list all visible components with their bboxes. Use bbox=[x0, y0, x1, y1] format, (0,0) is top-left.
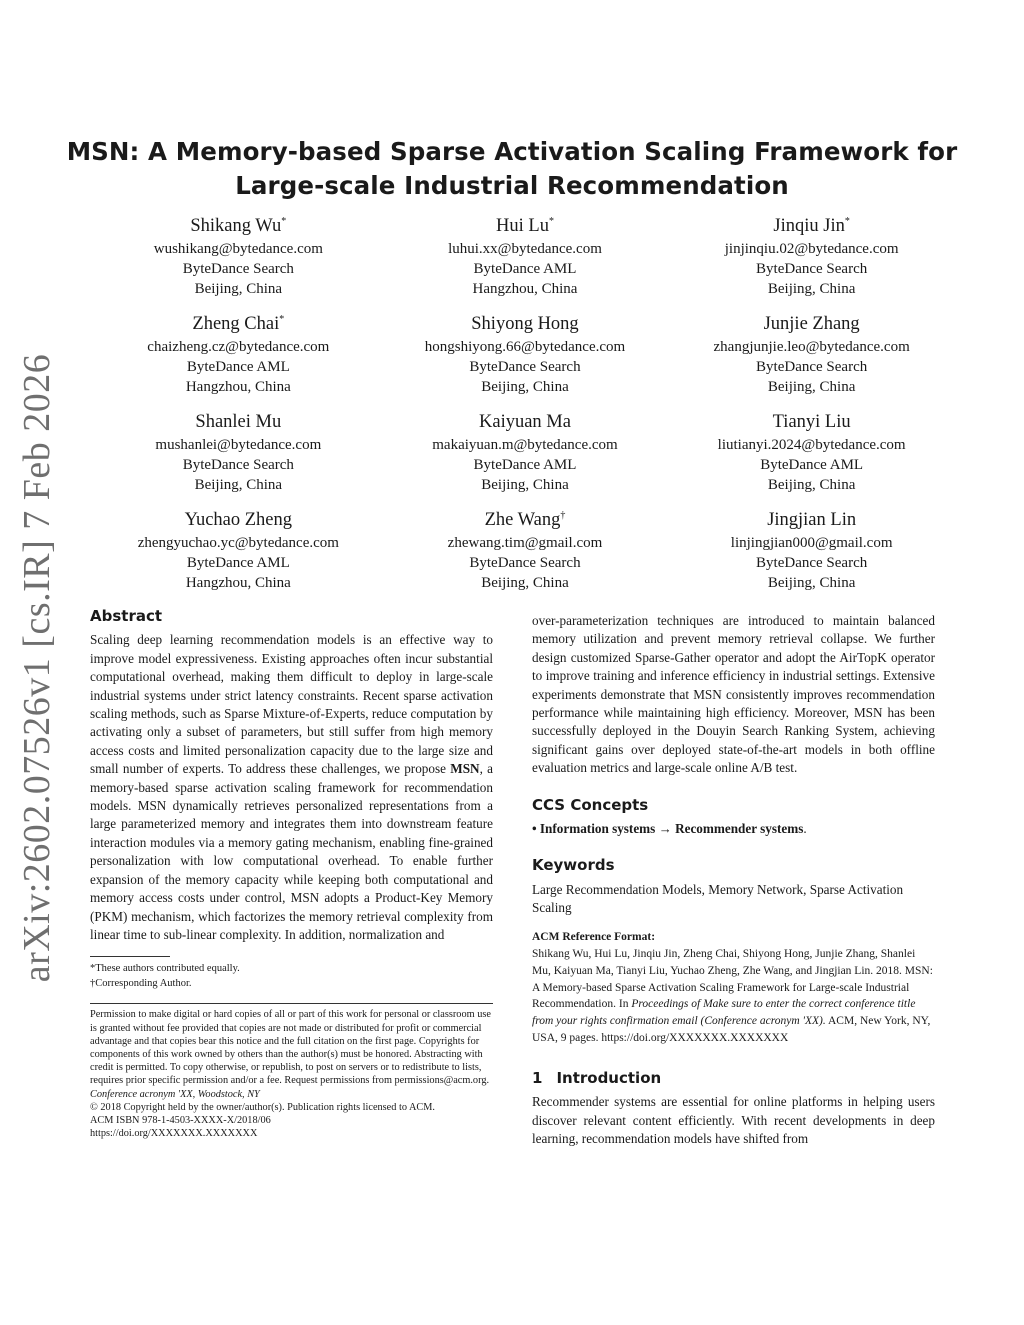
author-name bbox=[382, 410, 669, 434]
author-affiliation: ByteDance Search bbox=[756, 359, 868, 375]
author-name-text: Shanlei Mu bbox=[195, 412, 282, 432]
author-name bbox=[668, 214, 955, 238]
author-name-text: Jinqiu Jin bbox=[773, 216, 845, 236]
author bbox=[382, 508, 669, 606]
author-email: liutianyi.2024@bytedance.com bbox=[717, 437, 906, 453]
author-name bbox=[668, 410, 955, 434]
footnote-rule bbox=[90, 956, 170, 957]
author-affiliation: ByteDance AML bbox=[186, 555, 290, 571]
permission-block bbox=[90, 1008, 493, 1140]
footnote-corresponding: †Corresponding Author. bbox=[90, 978, 192, 990]
author bbox=[382, 214, 669, 312]
author bbox=[95, 410, 382, 508]
author-location: Beijing, China bbox=[767, 281, 856, 297]
author-email: mushanlei@bytedance.com bbox=[155, 437, 322, 453]
author bbox=[382, 410, 669, 508]
author-name bbox=[382, 508, 669, 532]
author-affiliation: ByteDance Search bbox=[469, 359, 581, 375]
author-location: Beijing, China bbox=[194, 281, 283, 297]
permission-rule bbox=[90, 1003, 493, 1004]
author-affiliation: ByteDance AML bbox=[760, 457, 864, 473]
author-email: chaizheng.cz@bytedance.com bbox=[147, 339, 330, 355]
author-email: luhui.xx@bytedance.com bbox=[448, 241, 602, 257]
conference-line: Conference acronym 'XX, Woodstock, NY bbox=[90, 1088, 260, 1100]
author-name bbox=[95, 508, 382, 532]
author-location: Beijing, China bbox=[481, 477, 569, 493]
author-name bbox=[95, 214, 382, 238]
author-name bbox=[95, 410, 382, 434]
author-location: Beijing, China bbox=[194, 477, 283, 493]
author-location: Hangzhou, China bbox=[472, 281, 578, 297]
paper-title bbox=[60, 135, 964, 203]
doi-line: https://doi.org/XXXXXXX.XXXXXXX bbox=[90, 1128, 258, 1140]
author-email: jinjinqiu.02@bytedance.com bbox=[724, 241, 899, 257]
author bbox=[95, 214, 382, 312]
copyright-line: © 2018 Copyright held by the owner/author(s). Publication rights licensed to ACM. bbox=[90, 1101, 436, 1113]
author-email: linjingjian000@gmail.com bbox=[730, 535, 893, 551]
author-location: Beijing, China bbox=[767, 575, 856, 591]
author-location: Hangzhou, China bbox=[185, 379, 291, 395]
title-line-1: MSN: A Memory-based Sparse Activation Scaling Framework for bbox=[66, 137, 958, 166]
author-email: makaiyuan.m@bytedance.com bbox=[432, 437, 618, 453]
author-name bbox=[668, 508, 955, 532]
author-name-text: Jingjian Lin bbox=[767, 510, 857, 530]
permission-text: Permission to make digital or hard copies of all or part of this work for personal or classroom use is granted without fee provided that copies are not made or distributed for profit or commercial advantage and that copies bear this notice and the full citation on the first page. Copyrights for components of this work owned by others than the author(s) must be honored. Abstracting with credit is permitted. To copy otherwise, or republish, to post on servers or to redistribute to lists, requires prior specific permission and/or a fee. Request permissions from permissions@acm.org. bbox=[90, 1009, 491, 1087]
author-name bbox=[382, 312, 669, 336]
abstract-heading: Abstract bbox=[90, 607, 163, 625]
author-name bbox=[382, 214, 669, 238]
author bbox=[668, 312, 955, 410]
author-row bbox=[95, 508, 955, 606]
author-email: zhengyuchao.yc@bytedance.com bbox=[137, 535, 339, 551]
author-location: Hangzhou, China bbox=[185, 575, 291, 591]
abstract-continued: over-parameterization techniques are introduced to maintain balanced memory utilization and prevent memory retrieval collapse. We further design customized Sparse-Gather operator and adopt the AirTopK operator to improve training and inference efficiency in industrial settings. Extensive experiments demonstrate that MSN consistently improves recommendation performance while maintaining high efficiency. Moreover, MSN has been successfully deployed in the Douyin Search Ranking System, achieving significant gains over deployed state-of-the-art models in both offline evaluation metrics and large-scale online A/B test. bbox=[532, 613, 935, 776]
author-name-text: Yuchao Zheng bbox=[184, 510, 293, 530]
author-block bbox=[95, 214, 955, 606]
introduction-heading: 1 Introduction bbox=[532, 1068, 662, 1087]
author-name-text: Kaiyuan Ma bbox=[479, 412, 571, 432]
author bbox=[95, 312, 382, 410]
keywords-text: Large Recommendation Models, Memory Network, Sparse Activation Scaling bbox=[532, 881, 904, 916]
acm-reference-heading: ACM Reference Format: bbox=[532, 930, 656, 943]
author-affiliation: ByteDance Search bbox=[182, 261, 294, 277]
isbn-line: ACM ISBN 978-1-4503-XXXX-X/2018/06 bbox=[90, 1114, 271, 1126]
author-affiliation: ByteDance Search bbox=[756, 555, 868, 571]
title-line-2: Large-scale Industrial Recommendation bbox=[235, 171, 789, 200]
author-email: wushikang@bytedance.com bbox=[153, 241, 323, 257]
author-affiliation: ByteDance AML bbox=[186, 359, 290, 375]
section-number: 1 bbox=[532, 1068, 543, 1087]
author-name-text: Shiyong Hong bbox=[471, 314, 579, 334]
author-mark: † bbox=[560, 509, 566, 521]
author-affiliation: ByteDance Search bbox=[182, 457, 294, 473]
author-affiliation: ByteDance Search bbox=[756, 261, 868, 277]
author-mark: * bbox=[844, 215, 850, 227]
author bbox=[668, 410, 955, 508]
author bbox=[668, 508, 955, 606]
author-email: hongshiyong.66@bytedance.com bbox=[424, 339, 626, 355]
introduction-text: Recommender systems are essential for online platforms in helping users discover relevant content efficiently. With recent developments in deep learning, recommendation models have shifted from bbox=[532, 1094, 935, 1147]
author-affiliation: ByteDance Search bbox=[469, 555, 581, 571]
acm-reference-italic: Proceedings of Make sure to enter the correct conference title from your rights confirmation email (Conference acronym 'XX). bbox=[532, 998, 916, 1028]
author-mark: * bbox=[279, 313, 285, 325]
arxiv-stamp: arXiv:2602.07526v1 [cs.IR] 7 Feb 2026 bbox=[16, 353, 58, 983]
ccs-item: • Information systems → Recommender systems. bbox=[532, 821, 807, 837]
author-row bbox=[95, 312, 955, 410]
author bbox=[382, 312, 669, 410]
author-location: Beijing, China bbox=[481, 575, 569, 591]
author bbox=[668, 214, 955, 312]
author-location: Beijing, China bbox=[481, 379, 569, 395]
author-row bbox=[95, 410, 955, 508]
author-name-text: Tianyi Liu bbox=[772, 412, 851, 432]
author bbox=[95, 508, 382, 606]
left-column bbox=[90, 607, 493, 1140]
author-name bbox=[668, 312, 955, 336]
author-row bbox=[95, 214, 955, 312]
author-name bbox=[95, 312, 382, 336]
author-location: Beijing, China bbox=[767, 379, 856, 395]
author-affiliation: ByteDance AML bbox=[473, 261, 577, 277]
author-email: zhewang.tim@gmail.com bbox=[447, 535, 603, 551]
acm-reference-text: Shikang Wu, Hui Lu, Jinqiu Jin, Zheng Chai, Shiyong Hong, Junjie Zhang, Shanlei Mu, Kaiyuan Ma, Tianyi Liu, Yuchao Zheng, Zhe Wang, and Jingjian Lin. 2018. MSN: A Memory-based Sparse Activation Scaling Framework for Large-scale Industrial Recommendation. In Proceedings of Make sure to enter the correct conference title from your rights confirmation email (Conference acronym 'XX). ACM, New York, NY, USA, 9 pages. https://doi.org/XXXXXXX.XXXXXXX bbox=[532, 948, 933, 1045]
author-mark: * bbox=[281, 215, 287, 227]
author-name-text: Hui Lu bbox=[496, 216, 549, 236]
right-column bbox=[532, 612, 935, 1149]
author-affiliation: ByteDance AML bbox=[473, 457, 577, 473]
keywords-heading: Keywords bbox=[532, 856, 615, 875]
author-mark: * bbox=[548, 215, 554, 227]
author-name-text: Junjie Zhang bbox=[763, 314, 860, 334]
author-location: Beijing, China bbox=[767, 477, 856, 493]
ccs-heading: CCS Concepts bbox=[532, 795, 649, 814]
author-name-text: Zheng Chai bbox=[192, 314, 280, 334]
footnote-equal: *These authors contributed equally. bbox=[90, 963, 240, 975]
author-name-text: Zhe Wang bbox=[484, 510, 561, 530]
abstract-text: Scaling deep learning recommendation models is an effective way to improve model expressiveness. Existing approaches often incur substantial computational overhead, making them difficult to deploy in large-scale industrial systems under strict latency constraints. Recent sparse activation scaling methods, such as Sparse Mixture-of-Experts, reduce computation by activating only a subset of parameters, but still suffer from high memory access costs and limited personalization capacity due to the large size and small number of experts. To address these challenges, we propose MSN, a memory-based sparse activation scaling framework for recommendation models. MSN dynamically retrieves personalized representations from a large parameterized memory and integrates them into downstream feature interaction modules via a memory gating mechanism, enabling fine-grained personalization with low computational overhead. To enable further expansion of the memory capacity while keeping both computational and memory access costs under control, MSN adopts a Product-Key Memory (PKM) mechanism, which factorizes the memory retrieval complexity from linear time to sub-linear complexity. In addition, normalization and bbox=[90, 632, 493, 942]
author-name-text: Shikang Wu bbox=[190, 216, 282, 236]
msn-bold: MSN bbox=[450, 761, 480, 777]
author-email: zhangjunjie.leo@bytedance.com bbox=[713, 339, 910, 355]
